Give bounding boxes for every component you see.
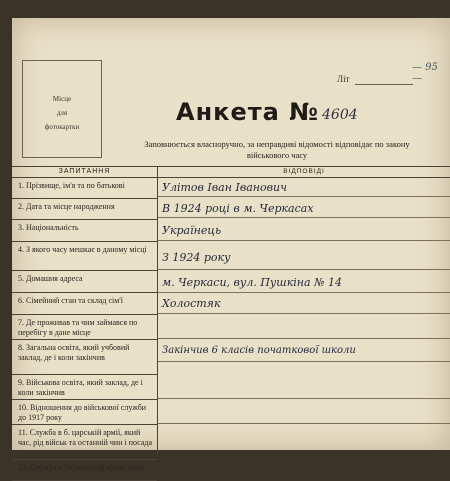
answer-line-1 (158, 196, 450, 197)
answer-column-header: ВІДПОВІДІ (283, 168, 325, 175)
form-number: 4604 (322, 107, 358, 123)
form-subtitle (112, 139, 442, 161)
lit-label: Літ (337, 74, 350, 84)
page-number: — 95 — (412, 62, 438, 84)
answer-8: Закінчив 6 класів початкової школи (162, 345, 356, 356)
question-cell-10: 10. Відношення до військової служби до 1917 року (12, 400, 157, 425)
answer-line-3 (158, 240, 450, 241)
question-cell-7: 7. Де проживав та чим займався по перебігу в дане місце (12, 315, 157, 340)
photo-label-line2: для (56, 109, 68, 117)
question-cell-5: 5. Домашня адреса (12, 271, 157, 293)
answer-line-5 (158, 292, 450, 293)
answer-6: Холостяк (162, 297, 221, 310)
questionnaire-sheet (12, 18, 450, 472)
column-divider (157, 166, 158, 456)
photo-label-line1: Місце (52, 95, 72, 103)
answer-line-8 (158, 361, 450, 362)
table-top-rule (12, 166, 450, 167)
subtitle-line2: військового часу (246, 150, 308, 160)
photo-label-line3: фотокартки (44, 123, 80, 131)
answer-1: Улітов Іван Іванович (162, 181, 287, 194)
question-cell-11: 11. Служба в б. царській армії, який час, рід військ та останній чин і посада (12, 425, 157, 460)
answer-2: В 1924 році в м. Черкасах (162, 202, 314, 215)
question-cell-9: 9. Військова освіта, який заклад, де і коли закінчив (12, 375, 157, 400)
answer-line-4 (158, 269, 450, 270)
question-cell-2: 2. Дата та місце народження (12, 199, 157, 220)
answer-4: З 1924 року (162, 251, 231, 264)
question-cell-12: 12. Служба в Українській армії, який (12, 460, 157, 481)
answer-line-7 (158, 338, 450, 339)
question-column-header: ЗАПИТАННЯ (58, 168, 111, 175)
form-title: Анкета № (176, 98, 320, 126)
question-cell-1: 1. Прізвище, ім'я та по батькові (12, 178, 157, 199)
answer-line-6 (158, 313, 450, 314)
question-cell-6: 6. Сімейний стан та склад сім'ї (12, 293, 157, 315)
question-cell-3: 3. Національність (12, 220, 157, 242)
question-cell-4: 4. З якого часу мешкає в даному місці (12, 242, 157, 271)
subtitle-line1: Заповнюється власноручно, за неправдиві відомості відповідає по закону (144, 139, 410, 149)
answer-3: Українець (162, 224, 222, 237)
answer-line-10 (158, 423, 450, 424)
photo-placeholder (22, 60, 102, 158)
answer-line-2 (158, 217, 450, 218)
answer-5: м. Черкаси, вул. Пушкіна № 14 (162, 276, 342, 289)
lit-field-line (355, 84, 413, 85)
answer-line-9 (158, 398, 450, 399)
question-cell-8: 8. Загальна освіта, який учбовий заклад, де і коли закінчив (12, 340, 157, 375)
